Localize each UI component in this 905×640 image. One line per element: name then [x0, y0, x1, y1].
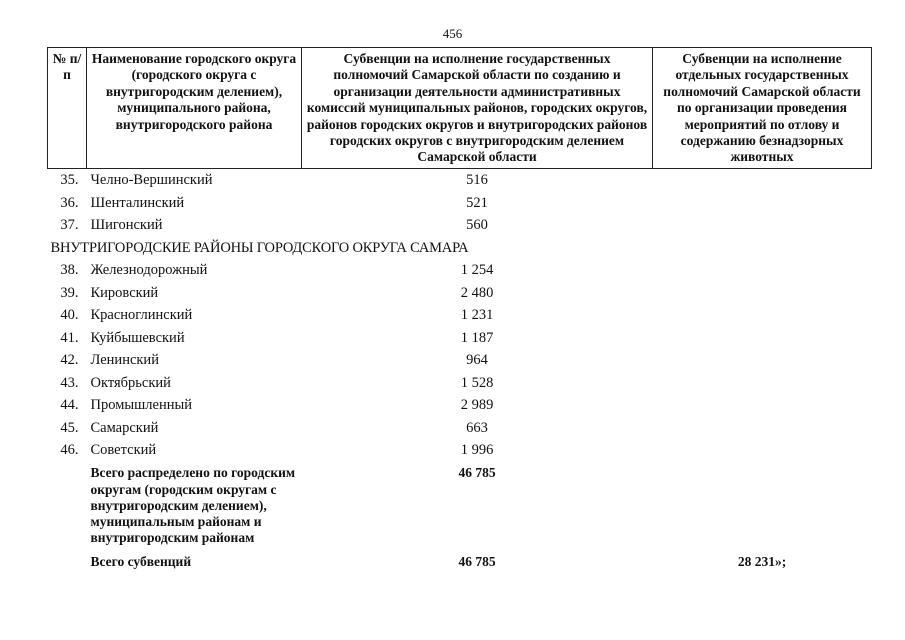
- row-value: 1 231: [460, 307, 494, 324]
- row-num: 44.: [60, 397, 79, 414]
- row-name: Шенталинский: [90, 194, 185, 211]
- row-value: 1 254: [460, 262, 494, 279]
- row-value-empty: [653, 416, 872, 439]
- row-value: 964: [466, 352, 488, 369]
- table-row: [48, 439, 872, 462]
- table-row: [48, 394, 872, 417]
- page-number: 456: [442, 26, 463, 41]
- section-row: [48, 236, 872, 259]
- row-name: Челно-Вершинский: [90, 172, 213, 189]
- row-value: 2 480: [460, 284, 494, 301]
- row-num: 45.: [60, 419, 79, 436]
- row-num: 35.: [60, 172, 79, 189]
- table-row: [48, 326, 872, 349]
- table-header-row: [48, 48, 872, 169]
- row-name: Куйбышевский: [90, 329, 185, 346]
- row-value-empty: [653, 371, 872, 394]
- row-value-empty: [653, 168, 872, 191]
- row-num: 38.: [60, 262, 79, 279]
- subventions-table: [47, 47, 872, 573]
- row-value: 1 528: [460, 374, 494, 391]
- row-num: 39.: [60, 284, 79, 301]
- row-num-empty: [48, 550, 87, 573]
- row-value-empty: [653, 281, 872, 304]
- total-subventions-value-commissions: 46 785: [458, 553, 496, 569]
- row-value: 560: [466, 217, 488, 234]
- row-num-empty: [48, 461, 87, 550]
- total-subventions-row: [48, 550, 872, 573]
- table-row: [48, 259, 872, 282]
- row-num: 46.: [60, 442, 79, 459]
- table-row: [48, 281, 872, 304]
- row-name: Ленинский: [90, 352, 159, 369]
- row-num: 40.: [60, 307, 79, 324]
- row-num: 42.: [60, 352, 79, 369]
- table-row: [48, 168, 872, 191]
- total-subventions-label: Всего субвенций: [90, 553, 192, 569]
- header-name: Наименование городского округа (городского округа с внутригородским делением), муниципального района, внутригородского района: [87, 48, 302, 169]
- row-value-empty: [653, 304, 872, 327]
- header-subvention-commissions: Субвенции на исполнение государственных полномочий Самарской области по созданию и организации деятельности административных комиссий муниципальных районов, городских округов, районов городских округов и внутригородских районов городских округов с внутригородским делением Самарской области: [302, 48, 653, 169]
- row-num: 43.: [60, 374, 79, 391]
- row-value-empty: [653, 214, 872, 237]
- table-row: [48, 214, 872, 237]
- row-value: 521: [466, 194, 488, 211]
- row-value: 663: [466, 419, 488, 436]
- total-distributed-label: Всего распределено по городским округам (городским округам с внутригородским делением), муниципальным районам и внутригородским районам: [90, 465, 296, 546]
- row-name: Кировский: [90, 284, 159, 301]
- row-name: Советский: [90, 442, 157, 459]
- row-value: 1 996: [460, 442, 494, 459]
- row-value-empty: [653, 259, 872, 282]
- row-num: 41.: [60, 329, 79, 346]
- total-distributed-row: [48, 461, 872, 550]
- row-name: Шигонский: [90, 217, 163, 234]
- row-name: Промышленный: [90, 397, 192, 414]
- row-name: Самарский: [90, 419, 159, 436]
- row-value-empty: [653, 191, 872, 214]
- table-row: [48, 349, 872, 372]
- section-title: ВНУТРИГОРОДСКИЕ РАЙОНЫ ГОРОДСКОГО ОКРУГА САМАРА: [50, 239, 469, 256]
- row-name: Красноглинский: [90, 307, 193, 324]
- row-name: Октябрьский: [90, 374, 171, 391]
- row-value-empty: [653, 349, 872, 372]
- row-name: Железнодорожный: [90, 262, 208, 279]
- table-row: [48, 304, 872, 327]
- row-num: 37.: [60, 217, 79, 234]
- header-num: № п/п: [48, 48, 87, 169]
- total-subventions-value-animals: 28 231»;: [737, 553, 787, 569]
- table-row: [48, 371, 872, 394]
- row-value: 516: [466, 172, 488, 189]
- row-value-empty: [653, 326, 872, 349]
- total-distributed-value: 46 785: [458, 465, 496, 481]
- row-num: 36.: [60, 194, 79, 211]
- table-row: [48, 191, 872, 214]
- row-value: 1 187: [460, 329, 494, 346]
- header-subvention-animals: Субвенции на исполнение отдельных государственных полномочий Самарской области по организации проведения мероприятий по отлову и содержанию безнадзорных животных: [653, 48, 872, 169]
- row-value-empty: [653, 394, 872, 417]
- row-value: 2 989: [460, 397, 494, 414]
- table-row: [48, 416, 872, 439]
- row-value-empty: [653, 439, 872, 462]
- row-value-empty: [653, 461, 872, 550]
